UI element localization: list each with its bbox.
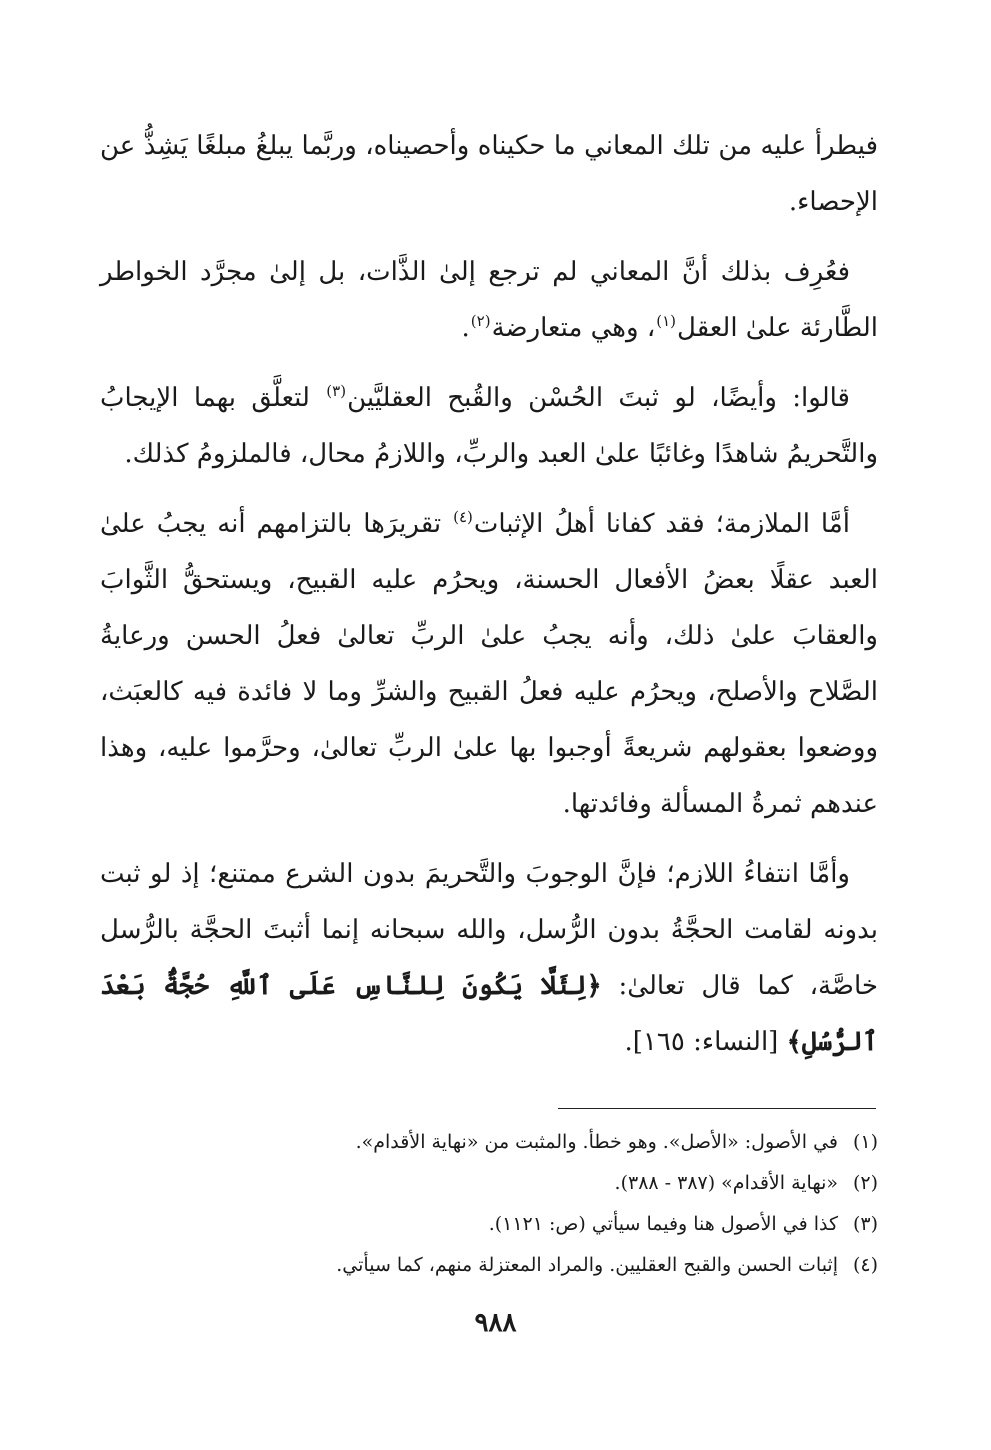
paragraph-text: أمَّا الملازمة؛ فقد كفانا أهلُ الإثبات [473, 509, 850, 539]
paragraph-2 [100, 244, 878, 356]
paragraph-5 [100, 846, 878, 1070]
footnote-text: في الأصول: «الأصل». وهو خطأ. والمثبت من «نهاية الأقدام». [355, 1131, 838, 1153]
footnote-text: كذا في الأصول هنا وفيما سيأتي (ص: ١١٢١). [488, 1213, 838, 1235]
footnote-3 [100, 1204, 878, 1245]
quran-verse: ﴿لِئَلَّا يَكُونَ لِلنَّاسِ عَلَى ٱللَّهِ حُجَّةٌۢ بَعْدَ ٱلرُّسُلِ﴾ [100, 971, 878, 1057]
verse-citation: [النساء: ١٦٥]. [624, 1027, 779, 1057]
page-number: ٩٨٨ [474, 1308, 517, 1338]
footnote-number: (٤) [852, 1254, 878, 1276]
footnote-separator [558, 1108, 876, 1109]
paragraph-text: تقريرَها بالتزامهم أنه يجبُ علىٰ العبد عقلًا بعضُ الأفعال الحسنة، ويحرُم عليه القبيح، ويستحقُّ الثَّوابَ والعقابَ علىٰ ذلك، وأنه يجبُ علىٰ الربِّ تعالىٰ فعلُ الحسن ورعايةُ الصَّلاح والأصلح، ويحرُم عليه فعلُ القبيح والشرِّ وما لا فائدة فيه كالعبَث، ووضعوا بعقولهم شريعةً أوجبوا بها علىٰ الربِّ تعالىٰ، وحرَّموا عليه، وهذا عندهم ثمرةُ المسألة وفائدتها. [100, 509, 878, 819]
footnote-number: (٣) [852, 1213, 878, 1235]
footnotes [100, 1122, 878, 1286]
footnote-text: «نهاية الأقدام» (٣٨٧ - ٣٨٨). [614, 1172, 838, 1194]
paragraph-text: فيطرأ عليه من تلك المعاني ما حكيناه وأحصيناه، وربَّما يبلغُ مبلغًا يَشِذُّ عن الإحصاء. [100, 131, 878, 217]
main-text [100, 118, 878, 1084]
footnote-1 [100, 1122, 878, 1163]
paragraph-3 [100, 370, 878, 482]
paragraph-1 [100, 118, 878, 230]
footnote-number: (١) [852, 1131, 878, 1153]
paragraph-text: لتعلَّق بهما الإيجابُ والتَّحريمُ شاهدًا وغائبًا علىٰ العبد والربِّ، واللازمُ محال، فالملزومُ كذلك. [100, 383, 878, 469]
footnote-text: إثبات الحسن والقبح العقليين. والمراد المعتزلة منهم، كما سيأتي. [336, 1254, 838, 1276]
paragraph-text: قالوا: وأيضًا، لو ثبتَ الحُسْن والقُبح العقليَّين [347, 383, 850, 413]
footnote-ref-2[interactable]: (٢) [470, 312, 491, 331]
footnote-ref-3[interactable]: (٣) [326, 382, 347, 401]
footnote-ref-4[interactable]: (٤) [453, 508, 473, 527]
paragraph-4 [100, 496, 878, 832]
paragraph-text: وأمَّا انتفاءُ اللازم؛ فإنَّ الوجوبَ والتَّحريمَ بدون الشرع ممتنع؛ إذ لو ثبت بدونه لقامت الحجَّةُ بدون الرُّسل، والله سبحانه إنما أثبتَ الحجَّة بالرُّسل خاصَّة، كما قال تعالىٰ: [100, 859, 879, 1001]
paragraph-text: ، وهي متعارضة [491, 313, 656, 343]
paragraph-text: . [461, 313, 470, 343]
footnote-number: (٢) [852, 1172, 878, 1194]
footnote-2 [100, 1163, 878, 1204]
paragraph-text: فعُرِف بذلك أنَّ المعاني لم ترجع إلىٰ الذَّات، بل إلىٰ مجرَّد الخواطر الطَّارئة علىٰ العقل [100, 257, 878, 343]
footnote-ref-1[interactable]: (١) [656, 312, 677, 331]
footnote-4 [100, 1245, 878, 1286]
